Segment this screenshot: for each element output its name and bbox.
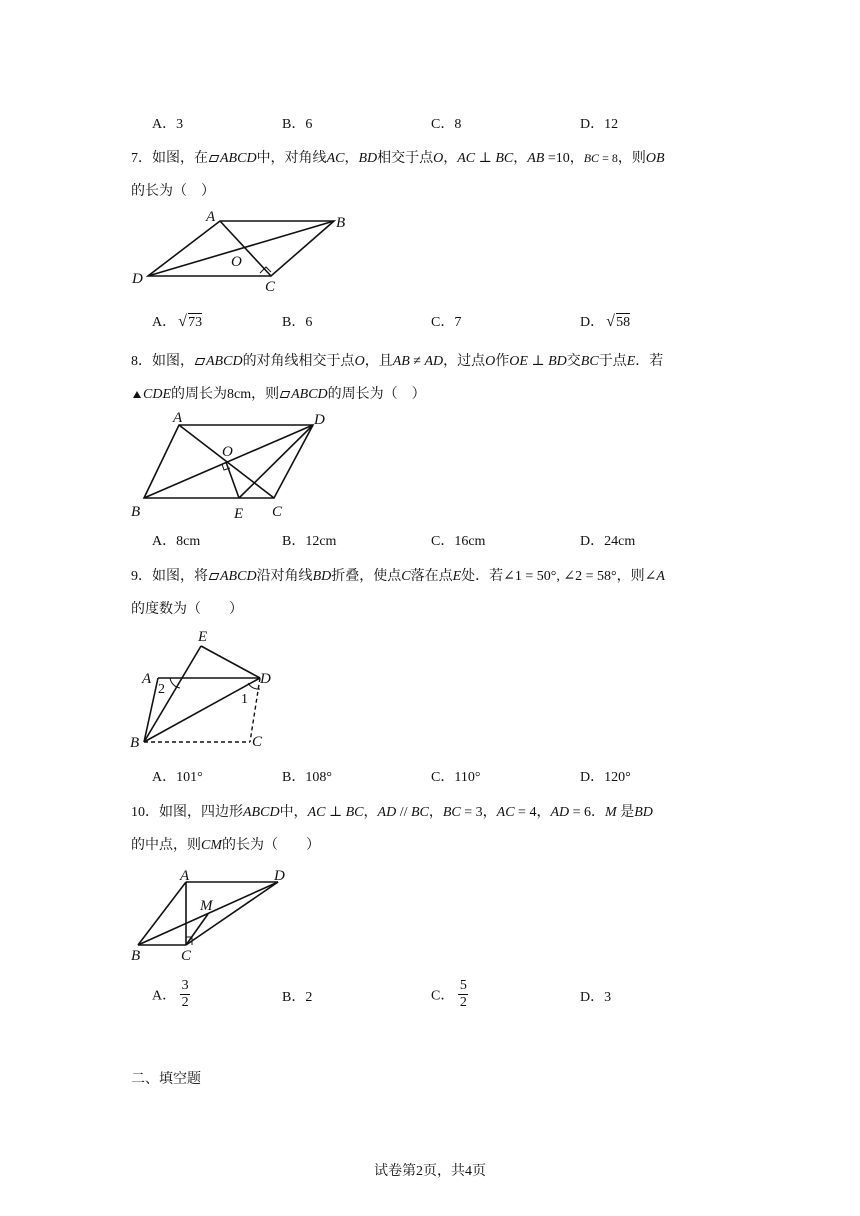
page-footer: 试卷第2页，共4页 bbox=[374, 1164, 486, 1179]
q9-question-line1: 9．如图，将 ABCD沿对角线BD折叠，使点C落在点E处．若∠1 = 50°, ∠2 = 58°，则∠A bbox=[131, 569, 665, 584]
q7-label-o: O bbox=[231, 254, 242, 270]
q9-label-d: D bbox=[260, 671, 271, 687]
q9-question-line2: 的度数为（ ） bbox=[131, 602, 243, 617]
q6-option-b: B．6 bbox=[282, 117, 313, 132]
q8-label-e: E bbox=[234, 506, 244, 522]
q8-label-c: C bbox=[272, 504, 283, 520]
q7-option-c: C．7 bbox=[431, 315, 462, 330]
q9-label-a: A bbox=[142, 671, 152, 687]
q8-option-c: C．16cm bbox=[431, 534, 486, 549]
q7-label-a: A bbox=[206, 209, 216, 225]
q8-label-o: O bbox=[222, 444, 233, 460]
q6-option-c: C．8 bbox=[431, 117, 462, 132]
q10-label-a: A bbox=[180, 868, 190, 884]
q7-label-c: C bbox=[265, 279, 276, 295]
q10-option-c: C． $\frac{5}{2}$ bbox=[431, 978, 467, 1010]
q6-option-a: A．3 bbox=[152, 117, 184, 132]
q8-label-b: B bbox=[131, 504, 141, 520]
q8-figure bbox=[128, 406, 343, 521]
q10-option-a: A． $\frac{3}{2}$ bbox=[152, 978, 189, 1010]
q8-question-line1: 8．如图， ABCD的对角线相交于点O，且AB ≠ AD，过点O作OE ⊥ BD交BC于点E．若 bbox=[131, 354, 664, 369]
q7-option-b: B．6 bbox=[282, 315, 313, 330]
q7-label-d: D bbox=[132, 271, 143, 287]
q7-figure bbox=[128, 205, 358, 295]
q8-label-d: D bbox=[314, 412, 325, 428]
q8-label-a: A bbox=[173, 410, 183, 426]
q10-question-line2: 的中点，则CM的长为（ ） bbox=[131, 838, 320, 853]
q8-option-a: A．8cm bbox=[152, 534, 201, 549]
q9-label-e: E bbox=[198, 629, 208, 645]
q10-option-d: D．3 bbox=[580, 990, 612, 1005]
q9-option-c: C．110° bbox=[431, 770, 481, 785]
q9-label-angle2: 2 bbox=[158, 682, 165, 697]
q9-option-a: A．101° bbox=[152, 770, 203, 785]
q7-option-a: A． √ 73 bbox=[152, 313, 203, 330]
q9-label-c: C bbox=[252, 734, 263, 750]
q9-figure bbox=[128, 625, 288, 755]
q9-option-d: D．120° bbox=[580, 770, 631, 785]
q9-label-angle1: 1 bbox=[241, 692, 248, 707]
q10-label-m: M bbox=[200, 898, 213, 914]
q10-figure bbox=[128, 862, 298, 967]
section-title-fill-in: 二、填空题 bbox=[131, 1071, 201, 1087]
q8-option-d: D．24cm bbox=[580, 534, 636, 549]
q10-label-c: C bbox=[181, 948, 192, 964]
q9-label-b: B bbox=[130, 735, 140, 751]
q10-question-line1: 10．如图，四边形ABCD中，AC ⊥ BC，AD // BC，BC = 3，AC = 4，AD = 6．M 是BD bbox=[131, 805, 653, 820]
q10-label-d: D bbox=[274, 868, 285, 884]
q8-question-line2: CDE的周长为8cm，则 ABCD的周长为（ ） bbox=[131, 383, 426, 403]
q6-option-d: D．12 bbox=[580, 117, 619, 132]
q7-label-b: B bbox=[336, 215, 346, 231]
q8-option-b: B．12cm bbox=[282, 534, 337, 549]
q7-option-d: D． √ 58 bbox=[580, 313, 631, 330]
q7-question-line1: 7．如图，在 ABCD中，对角线AC，BD相交于点O，AC ⊥ BC，AB =10，BC = 8，则OB bbox=[131, 151, 665, 166]
q10-option-b: B．2 bbox=[282, 990, 313, 1005]
q9-option-b: B．108° bbox=[282, 770, 332, 785]
q10-label-b: B bbox=[131, 948, 141, 964]
q7-question-line2: 的长为（ ） bbox=[131, 184, 215, 199]
